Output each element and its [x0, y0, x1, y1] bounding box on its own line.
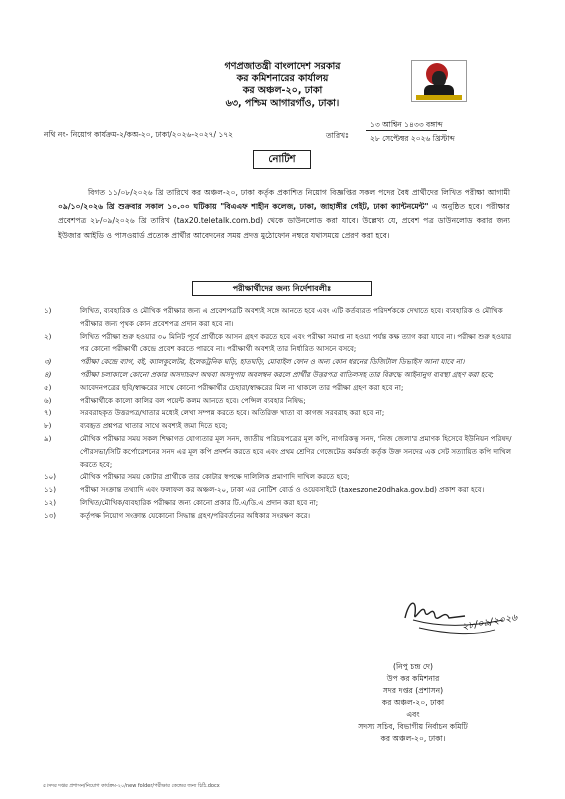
list-item: ৩) পরীক্ষা কেন্দ্রে ব্যাগ, বই, ক্যালকুলেটর, ইলেকট্রনিক ঘড়ি, হাতঘড়ি, মোবাইল ফোন ও অন্য কোন ধরনের ডিজিটাল ডিভাইস আনা যাবে না।	[44, 357, 465, 367]
list-item: ১১) পরীক্ষা সংক্রান্ত তথ্যাদি এবং ফলাফল কর অঞ্চল-২০, ঢাকা এর নোটিশ বোর্ড ও ওয়েবসাইটে (taxeszone20dhaka.gov.bd) প্রকাশ করা হবে।	[44, 485, 485, 495]
header-address: ৬৩, পশ্চিম আগারগাঁও, ঢাকা।	[225, 98, 340, 109]
date-label: তারিখঃ	[326, 131, 349, 140]
notice-paragraph	[58, 186, 510, 243]
notice-text-bold: ০৯/১০/২০২৬ খ্রি শুক্রবার সকাল ১০.০০ ঘটিকায় "বিএএফ শাহীন কলেজ, ঢাকা, জাহাঙ্গীর গেইট, ঢাকা ক্যান্টনমেন্ট"	[58, 202, 429, 212]
list-item: ৫) আবেদনপত্রের ছবি/স্বাক্ষরের সাথে কোনো পরীক্ষার্থীর চেহারা/স্বাক্ষরের মিল না থাকলে তার পরীক্ষা গ্রহণ করা হবে না;	[44, 382, 404, 392]
notice-title: নোটিশ	[253, 150, 311, 169]
date-gregorian: ২৮ সেপ্টেম্বর ২০২৬ খ্রিস্টাব্দ	[370, 134, 455, 143]
portrait-logo	[411, 60, 467, 102]
list-item: ১) লিখিত, ব্যবহারিক ও মৌখিক পরীক্ষার জন্য এ প্রবেশপত্রটি অবশ্যই সঙ্গে আনতে হবে এবং এটি কর্তব্যরত পরিদর্শককে দেখাতে হবে। ব্যবহারিক ও মৌখিক পরীক্ষার জন্য পৃথক কোন প্রবেশপত্র প্রদান করা হবে না।	[44, 306, 503, 328]
signatory-designation-6: কর অঞ্চল-২০, ঢাকা।	[380, 734, 446, 743]
header-office: কর কমিশনারের কার্যালয়	[236, 73, 329, 84]
list-item: ১২) লিখিত/মৌখিক/ব্যবহারিক পরীক্ষার জন্য কোনো প্রকার টি.এ/ডি.এ প্রদান করা হবে না;	[44, 497, 319, 507]
instructions-title: পরীক্ষার্থীদের জন্য নির্দেশাবলীঃ	[192, 281, 372, 296]
date-bangla: ১৩ আশ্বিন ১৪৩৩ বঙ্গাব্দ	[366, 119, 447, 131]
signatory-and: এবং	[406, 710, 420, 719]
signatory-designation-1: উপ কর কমিশনার	[386, 674, 440, 683]
list-item: ৬) পরীক্ষার্থীকে কালো কালির বল পয়েন্ট কলম আনতে হবে। পেন্সিল ব্যবহার নিষিদ্ধ;	[44, 395, 306, 405]
signatory-designation-3: কর অঞ্চল-২০, ঢাকা	[381, 698, 445, 707]
file-path-footer: ৫।সদর দপ্তর প্রশাসন/নিয়োগ কার্যক্রম-২০/new folder/পরীক্ষার কেন্দ্রের জন্য চিঠি.docx	[43, 783, 220, 789]
memo-number: নথি নং- নিয়োগ কার্যক্রম-২/কঅ-২০, ঢাকা/২০২৬-২০২৭/ ১৭২	[44, 130, 234, 139]
list-item: ৮) ব্যবহৃত প্রশ্নপত্র খাতার সাথে অবশ্যই জমা দিতে হবে;	[44, 421, 228, 431]
list-item: ৭) সরবরাহকৃত উত্তরপত্র/খাতার মধ্যেই লেখা সম্পন্ন করতে হবে। অতিরিক্ত খাতা বা কাগজ সরবরাহ করা হবে না;	[44, 408, 385, 418]
signatory-designation-5: সদস্য সচিব, বিভাগীয় নির্বাচন কমিটি	[358, 722, 468, 731]
notice-text-2: এ অনুষ্ঠিত হবে। পরীক্ষার প্রবেশপত্র ২৮/০৯/২০২৬ খ্রি তারিখ (tax20.teletalk.com.bd) থেকে ডাউনলোড করা যাবে। উল্লেখ্য যে, প্রবেশ পত্র ডাউনলোড করার জন্য ইউজার আইডি ও পাসওয়ার্ড প্রত্যেক প্রার্থীর আবেদনের সময় প্রদত্ত মুঠোফোন নম্বরে যথাসময়ে প্রেরণ করা হবে।	[58, 202, 510, 240]
notice-text-1: বিগত ১১/০৮/২০২৬ খ্রি তারিখে কর অঞ্চল-২০, ঢাকা কর্তৃক প্রকাশিত নিয়োগ বিজ্ঞপ্তির সকল পদের বৈধ প্রার্থীদের লিখিত পরীক্ষা আগামী	[88, 188, 510, 197]
header-zone: কর অঞ্চল-২০, ঢাকা	[242, 85, 323, 96]
list-item: ৪) পরীক্ষা চলাকালে কোনো প্রকার অসদাচরণ অথবা অসদুপায় অবলম্বন করলে প্রার্থীর উত্তরপত্র বাতিলসহ তার বিরুদ্ধে আইনানুগ ব্যবস্থা গ্রহণ করা হবে;	[44, 369, 494, 379]
list-item: ৯) মৌখিক পরীক্ষার সময় সকল শিক্ষাগত যোগ্যতার মূল সনদ, জাতীয় পরিচয়পত্রের মূল কপি, নাগরিকত্ব সনদ, 'নিজ জেলা'র প্রমাণক হিসেবে ইউনিয়ন পরিষদ/পৌরসভা/সিটি কর্পোরেশনের সনদ এর মূল কপি প্রদর্শন করতে হবে এবং প্রথম শ্রেণির গেজেটেড কর্মকর্তা কর্তৃক উক্ত সনদের এক সেট সত্যায়িত কপি দাখিল করতে হবে;	[44, 433, 512, 469]
list-item: ১০) মৌখিক পরীক্ষার সময় কোটার প্রার্থীকে তার কোটার স্বপক্ষে দালিলিক প্রমাণাদি দাখিল করতে হবে;	[44, 472, 350, 482]
list-item: ১৩) কর্তৃপক্ষ নিয়োগ সংক্রান্ত যেকোনো সিদ্ধান্ত গ্রহণ/পরিবর্তনের অধিকার সংরক্ষণ করে।	[44, 510, 311, 520]
signatory-name: (নিপু চন্দ্র দে)	[393, 662, 433, 671]
signatory-designation-2: সদর দপ্তর (প্রশাসন)	[382, 686, 444, 695]
instructions-list	[44, 305, 514, 523]
header-government: গণপ্রজাতন্ত্রী বাংলাদেশ সরকার	[224, 61, 341, 72]
list-item: ২) লিখিত পরীক্ষা শুরু হওয়ার ৩০ মিনিট পূর্বে প্রার্থীকে আসন গ্রহণ করতে হবে এবং পরীক্ষা সমাপ্ত না হওয়া পর্যন্ত কক্ষ ত্যাগ করা যাবে না। পরীক্ষা শুরু হওয়ার পর কোনো পরীক্ষার্থী কেন্দ্রে প্রবেশ করতে পারবে না। পরীক্ষার্থী অবশ্যই তার নির্ধারিত আসনে বসবে;	[44, 331, 512, 354]
signature-date: ২৮/০৯/২০২৬	[461, 612, 519, 633]
